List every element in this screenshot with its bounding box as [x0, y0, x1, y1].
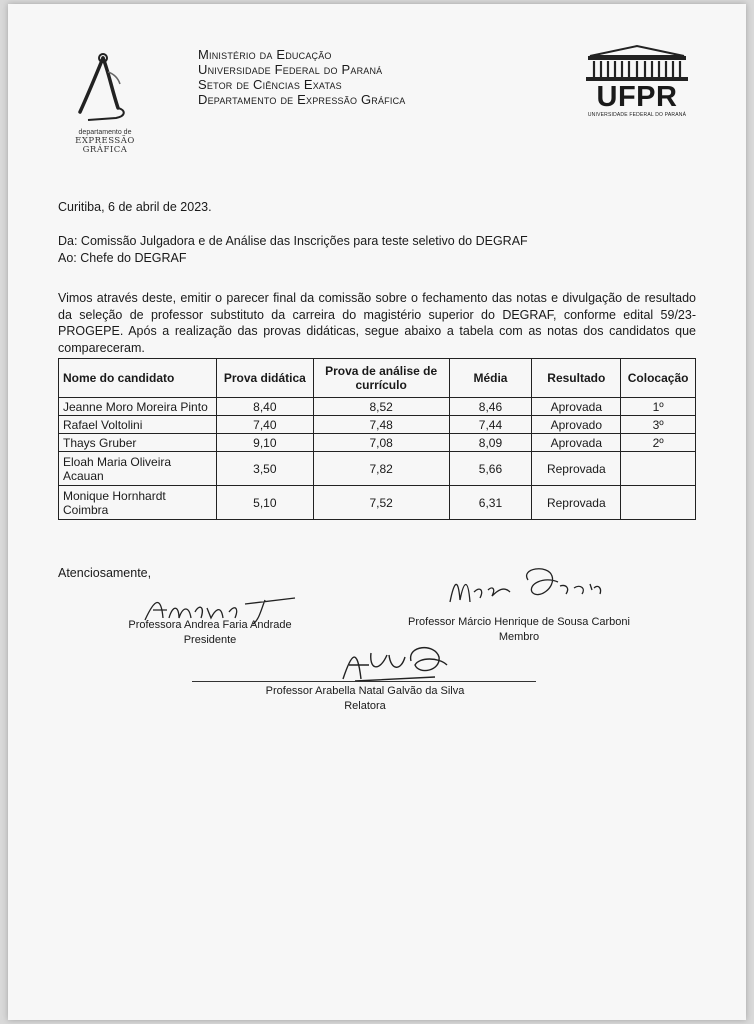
- logo-caption-small: departamento de: [78, 129, 132, 136]
- header-line-department: Departamento de Expressão Gráfica: [198, 92, 406, 107]
- signatory-role: Relatora: [344, 700, 386, 712]
- signature-block-3: [250, 684, 480, 714]
- column-header: Prova de análise de currículo: [313, 359, 449, 398]
- table-cell: Aprovado: [532, 416, 621, 434]
- degraf-logo-caption: [58, 128, 152, 155]
- column-header: Prova didática: [216, 359, 313, 398]
- table-cell: [621, 486, 696, 520]
- signature-marcio-icon: [440, 562, 610, 617]
- letter-to: Ao: Chefe do DEGRAF: [58, 251, 187, 265]
- table-row: [59, 486, 696, 520]
- table-cell: 2º: [621, 434, 696, 452]
- building-icon: [578, 44, 696, 82]
- signatory-name: Professora Andrea Faria Andrade: [128, 619, 292, 631]
- signature-block-1: [110, 618, 310, 648]
- table-header-row: [59, 359, 696, 398]
- institution-header: [198, 47, 405, 107]
- ufpr-logo: [578, 44, 696, 120]
- table-cell: Eloah Maria Oliveira Acauan: [59, 452, 217, 486]
- header-line-sector: Setor de Ciências Exatas: [198, 77, 342, 92]
- table-cell: Monique Hornhardt Coimbra: [59, 486, 217, 520]
- column-header: Nome do candidato: [59, 359, 217, 398]
- table-cell: Rafael Voltolini: [59, 416, 217, 434]
- grades-table: [58, 358, 696, 520]
- table-cell: Aprovada: [532, 398, 621, 416]
- table-row: [59, 398, 696, 416]
- table-cell: 8,52: [313, 398, 449, 416]
- table-cell: 8,46: [449, 398, 532, 416]
- header-line-university: Universidade Federal do Paraná: [198, 62, 383, 77]
- place-date: Curitiba, 6 de abril de 2023.: [58, 200, 212, 214]
- ufpr-subtitle: UNIVERSIDADE FEDERAL DO PARANÁ: [587, 112, 687, 118]
- table-cell: 5,66: [449, 452, 532, 486]
- column-header: Colocação: [621, 359, 696, 398]
- logo-caption-line1: EXPRESSÃO: [75, 136, 135, 146]
- table-cell: 7,82: [313, 452, 449, 486]
- signatory-name: Professor Márcio Henrique de Sousa Carboni: [408, 616, 630, 628]
- table-row: [59, 452, 696, 486]
- table-cell: Jeanne Moro Moreira Pinto: [59, 398, 217, 416]
- letter-body: Vimos através deste, emitir o parecer final da comissão sobre o fechamento das notas e divulgação de resultado da seleção de professor substituto da carreira do magistério superior do DEGRAF, conforme edital 59/23-PROGEPE. Após a realização das provas didáticas, segue abaixo a tabela com as notas dos candidatos que compareceram.: [58, 291, 696, 355]
- table-cell: Reprovada: [532, 452, 621, 486]
- table-cell: 7,52: [313, 486, 449, 520]
- table-cell: 7,48: [313, 416, 449, 434]
- table-cell: 3,50: [216, 452, 313, 486]
- table-cell: 9,10: [216, 434, 313, 452]
- table-cell: 7,08: [313, 434, 449, 452]
- signature-line: [192, 681, 536, 682]
- table-cell: 1º: [621, 398, 696, 416]
- table-cell: Reprovada: [532, 486, 621, 520]
- table-cell: Thays Gruber: [59, 434, 217, 452]
- column-header: Resultado: [532, 359, 621, 398]
- compass-logo-icon: [68, 50, 138, 125]
- table-row: [59, 416, 696, 434]
- table-cell: 3º: [621, 416, 696, 434]
- table-cell: 7,40: [216, 416, 313, 434]
- logo-caption-line2: GRÁFICA: [82, 145, 128, 155]
- table-cell: 7,44: [449, 416, 532, 434]
- closing: Atenciosamente,: [58, 566, 152, 580]
- table-cell: 8,09: [449, 434, 532, 452]
- table-row: [59, 434, 696, 452]
- ufpr-wordmark: UFPR: [596, 81, 678, 113]
- letter-from: Da: Comissão Julgadora e de Análise das Inscrições para teste seletivo do DEGRAF: [58, 234, 528, 248]
- table-cell: 6,31: [449, 486, 532, 520]
- table-cell: 5,10: [216, 486, 313, 520]
- signatory-name: Professor Arabella Natal Galvão da Silva: [265, 685, 465, 697]
- header-line-ministry: Ministério da Educação: [198, 47, 332, 62]
- table-cell: 8,40: [216, 398, 313, 416]
- column-header: Média: [449, 359, 532, 398]
- table-cell: Aprovada: [532, 434, 621, 452]
- signature-block-2: [388, 615, 650, 645]
- table-cell: [621, 452, 696, 486]
- signatory-role: Membro: [498, 631, 540, 643]
- signatory-role: Presidente: [183, 634, 237, 646]
